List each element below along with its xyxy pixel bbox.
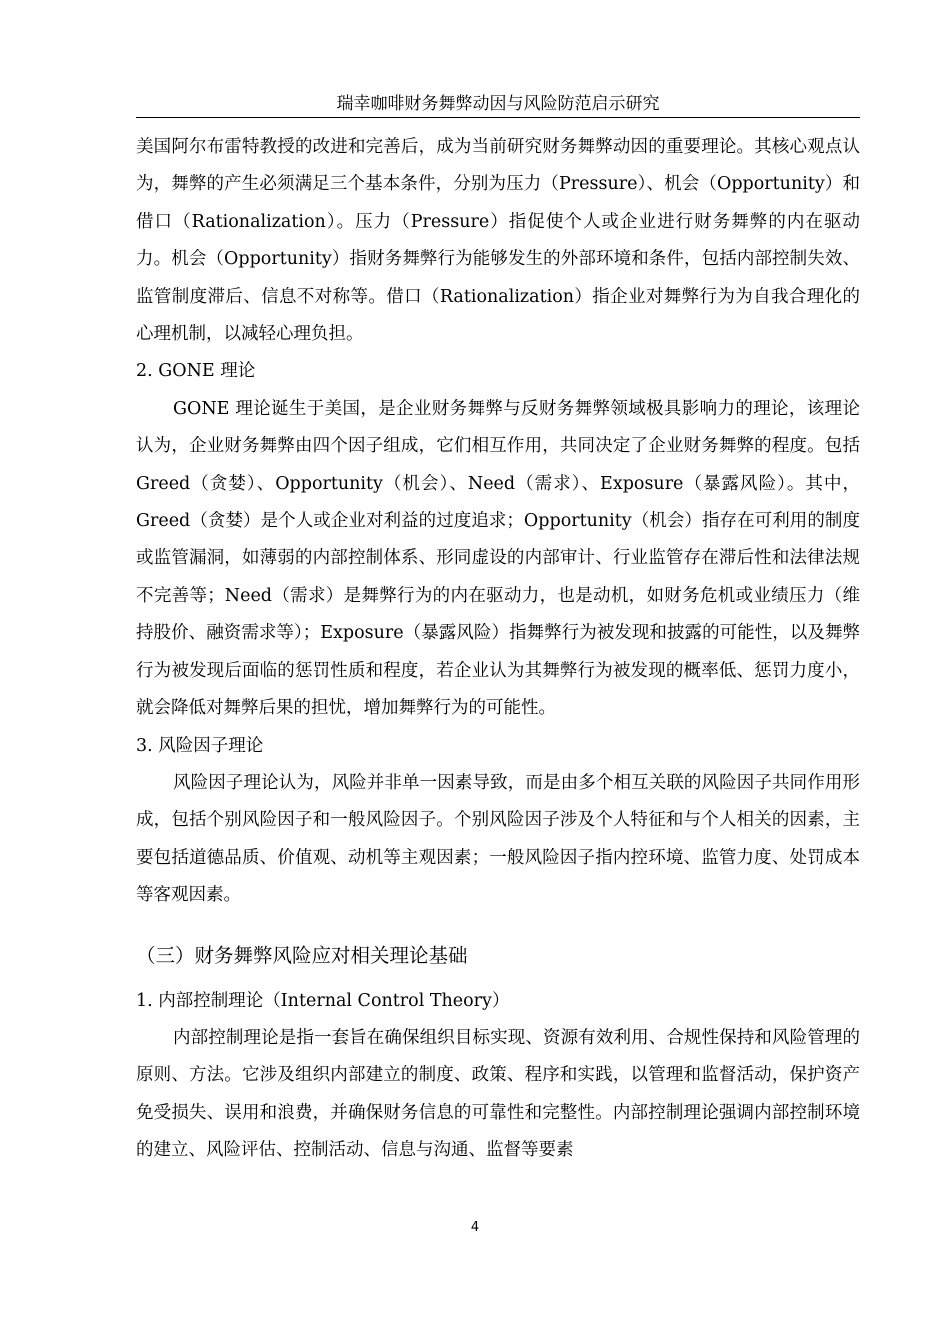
header-rule (136, 117, 860, 118)
heading-gone-theory: 2. GONE 理论 (136, 361, 256, 382)
paragraph-internal-control-theory: 内部控制理论是指一套旨在确保组织目标实现、资源有效利用、合规性保持和风险管理的原则、方法。它涉及组织内部建立的制度、政策、程序和实践，以管理和监督活动，保护资产免受损失、误用和浪费，并确保财务信息的可靠性和完整性。内部控制理论强调内部控制环境的建立、风险评估、控制活动、信息与沟通、监督等要素 (136, 1027, 860, 1161)
page-number: 4 (470, 1220, 480, 1235)
paragraph-risk-factor-theory: 风险因子理论认为，风险并非单一因素导致，而是由多个相互关联的风险因子共同作用形成，包括个别风险因子和一般风险因子。个别风险因子涉及个人特征和与个人相关的因素，主要包括道德品质、价值观、动机等主观因素；一般风险因子指内控环境、监管力度、处罚成本等客观因素。 (136, 772, 860, 906)
heading-internal-control-theory: 1. 内部控制理论（Internal Control Theory） (136, 990, 510, 1011)
running-header: 瑞幸咖啡财务舞弊动因与风险防范启示研究 (336, 94, 660, 114)
page-body (136, 129, 860, 1170)
section-heading-risk-response: （三）财务舞弊风险应对相关理论基础 (136, 943, 468, 967)
paragraph-fraud-triangle: 美国阿尔布雷特教授的改进和完善后，成为当前研究财务舞弊动因的重要理论。其核心观点认为，舞弊的产生必须满足三个基本条件，分别为压力（Pressure）、机会（Opportunity）和借口（Rationalization）。压力（Pressure）指促使个人或企业进行财务舞弊的内在驱动力。机会（Opportunity）指财务舞弊行为能够发生的外部环境和条件，包括内部控制失效、监管制度滞后、信息不对称等。借口（Rationalization）指企业对舞弊行为为自我合理化的心理机制，以减轻心理负担。 (136, 137, 860, 345)
paragraph-gone-theory: GONE 理论诞生于美国，是企业财务舞弊与反财务舞弊领域极具影响力的理论，该理论认为，企业财务舞弊由四个因子组成，它们相互作用，共同决定了企业财务舞弊的程度。包括 Greed（贪婪）、Opportunity（机会）、Need（需求）、Exposure（暴露风险）。其中，Greed（贪婪）是个人或企业对利益的过度追求；Opportunity（机会）指存在可利用的制度或监管漏洞，如薄弱的内部控制体系、形同虚设的内部审计、行业监管存在滞后性和法律法规不完善等；Need（需求）是舞弊行为的内在驱动力，也是动机，如财务危机或业绩压力（维持股价、融资需求等）；Exposure（暴露风险）指舞弊行为被发现和披露的可能性，以及舞弊行为被发现后面临的惩罚性质和程度，若企业认为其舞弊行为被发现的概率低、惩罚力度小，就会降低对舞弊后果的担忧，增加舞弊行为的可能性。 (136, 398, 860, 719)
heading-risk-factor-theory: 3. 风险因子理论 (136, 735, 264, 756)
